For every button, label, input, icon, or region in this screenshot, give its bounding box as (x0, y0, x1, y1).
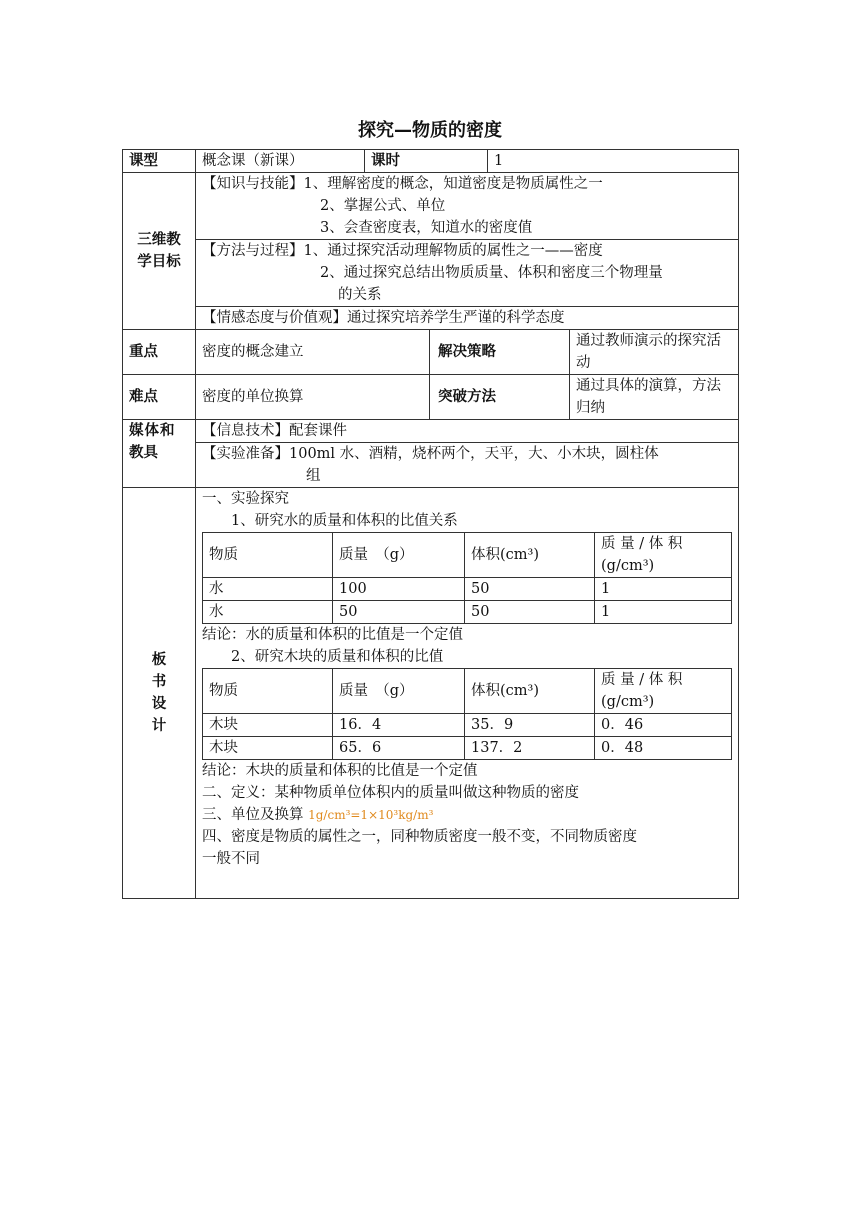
wood-table (202, 668, 732, 760)
knowledge-cell (196, 173, 739, 240)
media-info-cell: 【信息技术】配套课件 (196, 420, 739, 443)
board-label-char: 计 (151, 718, 167, 734)
header-ratio-line1: 质 量 / 体 积 (601, 536, 683, 552)
board-label-char: 板 (151, 652, 167, 668)
header-ratio-line2: (g/cm³) (601, 558, 655, 574)
breakthrough-value: 通过具体的演算，方法归纳 (570, 375, 739, 420)
header-ratio-line1: 质 量 / 体 积 (601, 672, 683, 688)
board-sub2: 2、研究木块的质量和体积的比值 (231, 649, 444, 665)
board-conclusion2: 结论：木块的质量和体积的比值是一个定值 (202, 763, 478, 779)
goals-method-row (123, 240, 739, 307)
cell-volume: 35．9 (465, 714, 595, 737)
media-label-line2: 教具 (129, 445, 158, 461)
board-section3 (202, 804, 732, 826)
type-label: 课型 (123, 150, 196, 173)
hours-label: 课时 (365, 150, 488, 173)
board-label-char: 书 (151, 674, 167, 690)
board-section1: 一、实验探究 (202, 491, 289, 507)
strategy-value: 通过教师演示的探究活动 (570, 330, 739, 375)
header-ratio-line2: (g/cm³) (601, 694, 655, 710)
cell-substance: 水 (203, 601, 333, 624)
strategy-label: 解决策略 (430, 330, 570, 375)
method-line: 2、通过探究总结出物质质量、体积和密度三个物理量 (320, 265, 663, 281)
header-substance: 物质 (203, 533, 333, 578)
difficulty-label: 难点 (123, 375, 196, 420)
media-info-row (123, 420, 739, 443)
goals-label-line1: 三维教 (137, 232, 181, 248)
knowledge-line: 【知识与技能】1、理解密度的概念，知道密度是物质属性之一 (202, 176, 603, 192)
header-row (123, 150, 739, 173)
media-experiment-cell (196, 443, 739, 488)
key-point-value: 密度的概念建立 (196, 330, 430, 375)
header-mass: 质量 （g） (333, 533, 465, 578)
table-row (203, 714, 732, 737)
table-row (203, 601, 732, 624)
page-title: 探究—物质的密度 (358, 120, 502, 141)
cell-volume: 137．2 (465, 737, 595, 760)
goals-emotion-row (123, 307, 739, 330)
cell-mass: 16．4 (333, 714, 465, 737)
key-point-row (123, 330, 739, 375)
key-point-label: 重点 (123, 330, 196, 375)
board-section2: 二、定义：某种物质单位体积内的质量叫做这种物质的密度 (202, 785, 579, 801)
knowledge-line: 2、掌握公式、单位 (320, 198, 446, 214)
goals-label-line2: 学目标 (137, 254, 181, 270)
breakthrough-label: 突破方法 (430, 375, 570, 420)
header-volume: 体积(cm³) (465, 533, 595, 578)
header-ratio (595, 669, 732, 714)
type-value: 概念课（新课） (196, 150, 365, 173)
header-volume: 体积(cm³) (465, 669, 595, 714)
board-content (196, 488, 739, 899)
cell-substance: 木块 (203, 737, 333, 760)
cell-ratio: 1 (595, 578, 732, 601)
cell-ratio: 0．48 (595, 737, 732, 760)
knowledge-line: 3、会查密度表，知道水的密度值 (320, 220, 533, 236)
cell-ratio: 0．46 (595, 714, 732, 737)
method-line: 【方法与过程】1、通过探究活动理解物质的属性之一——密度 (202, 243, 603, 259)
board-section4: 四、密度是物质的属性之一，同种物质密度一般不变，不同物质密度 (202, 829, 637, 845)
method-line: 的关系 (338, 287, 382, 303)
water-table (202, 532, 732, 624)
board-section4-cont: 一般不同 (202, 851, 260, 867)
header-mass: 质量 （g） (333, 669, 465, 714)
water-table-header (203, 533, 732, 578)
media-experiment-row (123, 443, 739, 488)
media-label-line1: 媒体和 (129, 423, 176, 439)
table-row (203, 737, 732, 760)
cell-substance: 木块 (203, 714, 333, 737)
board-label-char: 设 (151, 696, 167, 712)
board-sub1: 1、研究水的质量和体积的比值关系 (231, 513, 458, 529)
media-label (123, 420, 196, 488)
experiment-line: 【实验准备】100ml 水、酒精，烧杯两个，天平，大、小木块，圆柱体 (202, 446, 659, 462)
emotion-cell: 【情感态度与价值观】通过探究培养学生严谨的科学态度 (196, 307, 739, 330)
section3-prefix: 三、单位及换算 (202, 807, 309, 823)
cell-mass: 100 (333, 578, 465, 601)
header-ratio (595, 533, 732, 578)
experiment-line: 组 (306, 468, 321, 484)
cell-mass: 50 (333, 601, 465, 624)
cell-substance: 水 (203, 578, 333, 601)
goals-label (123, 173, 196, 330)
lesson-plan-table (122, 149, 739, 899)
cell-ratio: 1 (595, 601, 732, 624)
cell-volume: 50 (465, 601, 595, 624)
wood-table-header (203, 669, 732, 714)
board-conclusion1: 结论：水的质量和体积的比值是一个定值 (202, 627, 463, 643)
header-substance: 物质 (203, 669, 333, 714)
board-row (123, 488, 739, 899)
unit-conversion-formula: 1g/cm³=1×10³kg/m³ (308, 808, 434, 822)
table-row (203, 578, 732, 601)
difficulty-row (123, 375, 739, 420)
cell-mass: 65．6 (333, 737, 465, 760)
difficulty-value: 密度的单位换算 (196, 375, 430, 420)
cell-volume: 50 (465, 578, 595, 601)
board-label (123, 488, 196, 899)
method-cell (196, 240, 739, 307)
goals-knowledge-row (123, 173, 739, 240)
hours-value: 1 (488, 150, 739, 173)
